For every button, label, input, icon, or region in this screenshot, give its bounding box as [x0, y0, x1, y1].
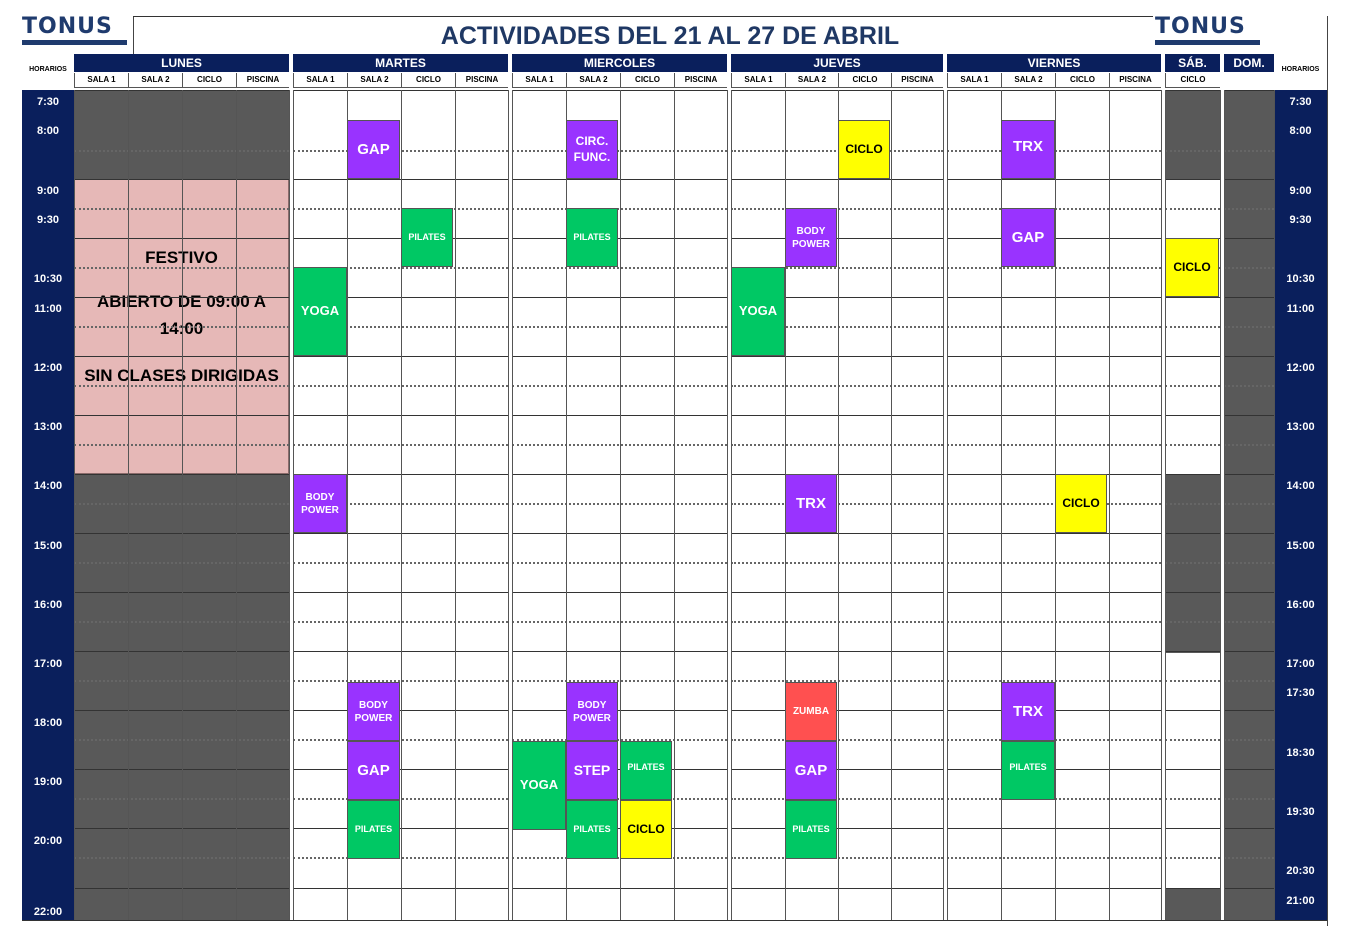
grid-line: [731, 474, 943, 475]
day-header-martes: MARTES: [293, 54, 508, 72]
grid-line: [1224, 533, 1274, 534]
grid-line: [1224, 297, 1274, 298]
time-label: 18:00: [33, 717, 63, 729]
grid-line: [1224, 592, 1274, 593]
time-label: 7:30: [1289, 96, 1312, 108]
grid-dotted-line: [1224, 444, 1274, 446]
time-label: 20:30: [1286, 865, 1315, 877]
grid-line: [731, 888, 943, 889]
grid-dotted-line: [1224, 857, 1274, 859]
grid-line: [947, 651, 1161, 652]
grid-dotted-line: [731, 798, 943, 800]
class-block[interactable]: BODY POWER: [347, 682, 400, 741]
grid-dotted-line: [731, 739, 943, 741]
festivo-note: SIN CLASES DIRIGIDAS: [84, 366, 279, 385]
time-label: 12:00: [33, 362, 63, 374]
grid-dotted-line: [1165, 444, 1220, 446]
grid-column-line: [727, 90, 728, 920]
class-block[interactable]: BODY POWER: [293, 474, 347, 533]
room-header: CICLO: [1165, 73, 1220, 88]
time-label: 11:00: [1286, 303, 1315, 315]
grid-line: [731, 651, 943, 652]
grid-line: [947, 533, 1161, 534]
grid-dotted-line: [1224, 208, 1274, 210]
time-label: 17:30: [1286, 687, 1315, 699]
grid-line: [947, 179, 1161, 180]
grid-dotted-line: [947, 503, 1161, 505]
grid-line: [1165, 297, 1220, 298]
grid-line: [1165, 651, 1220, 652]
class-block[interactable]: YOGA: [731, 267, 785, 356]
class-block[interactable]: CICLO: [1055, 474, 1107, 533]
grid-dotted-line: [1165, 326, 1220, 328]
grid-line: [1224, 651, 1274, 652]
grid-line: [1224, 415, 1274, 416]
time-label: 16:00: [33, 599, 63, 611]
time-label: 13:00: [33, 421, 63, 433]
grid-line: [731, 415, 943, 416]
time-label: 22:00: [33, 906, 63, 918]
grid-dotted-line: [947, 444, 1161, 446]
grid-dotted-line: [731, 503, 943, 505]
room-header: CICLO: [182, 73, 236, 88]
grid-dotted-line: [1224, 267, 1274, 269]
grid-dotted-line: [1165, 562, 1220, 564]
room-header: SALA 1: [74, 73, 128, 88]
grid-dotted-line: [947, 267, 1161, 269]
grid-dotted-line: [1165, 208, 1220, 210]
grid-column-line: [74, 90, 75, 920]
grid-dotted-line: [1224, 798, 1274, 800]
room-header: PISCINA: [455, 73, 508, 88]
grid-line: [1224, 474, 1274, 475]
class-block[interactable]: GAP: [785, 741, 837, 800]
grid-column-line: [1109, 90, 1110, 920]
time-label: 21:00: [1286, 895, 1315, 907]
time-label: 11:00: [34, 303, 62, 315]
grid-line: [947, 828, 1161, 829]
grid-column-line: [1220, 90, 1221, 920]
grid-dotted-line: [1165, 503, 1220, 505]
time-label: 10:30: [1286, 273, 1315, 285]
logo-left: [22, 16, 132, 45]
class-block[interactable]: PILATES: [620, 741, 672, 800]
class-block[interactable]: GAP: [1001, 208, 1055, 267]
grid-line: [1165, 179, 1220, 180]
grid-column-line: [1165, 90, 1166, 920]
time-label: 15:00: [33, 540, 63, 552]
time-label: 16:00: [1286, 599, 1315, 611]
room-header: PISCINA: [674, 73, 727, 88]
grid-column-line: [731, 90, 732, 920]
room-header: CICLO: [838, 73, 891, 88]
grid-line: [1165, 769, 1220, 770]
room-header: SALA 2: [566, 73, 620, 88]
grid-line: [947, 297, 1161, 298]
grid-dotted-line: [947, 326, 1161, 328]
class-block[interactable]: TRX: [1001, 120, 1055, 179]
grid-dotted-line: [1224, 385, 1274, 387]
grid-dotted-line: [731, 562, 943, 564]
time-label: 14:00: [33, 480, 63, 492]
time-label: 13:00: [1286, 421, 1315, 433]
festivo-hours-line2: 14:00: [159, 319, 204, 338]
class-block[interactable]: PILATES: [1001, 741, 1055, 800]
time-label: 18:30: [1286, 747, 1315, 759]
grid-dotted-line: [731, 208, 943, 210]
festivo-title: FESTIVO: [145, 248, 218, 267]
class-block[interactable]: YOGA: [293, 267, 347, 356]
time-label: 7:30: [36, 96, 60, 108]
grid-dotted-line: [947, 562, 1161, 564]
grid-line: [731, 179, 943, 180]
grid-line: [947, 415, 1161, 416]
room-header: PISCINA: [1109, 73, 1161, 88]
time-label: 9:00: [1289, 185, 1312, 197]
time-label: 19:30: [1286, 806, 1315, 818]
grid-column-line: [1224, 90, 1225, 920]
grid-line: [1224, 828, 1274, 829]
grid-column-line: [182, 90, 183, 920]
time-label: 20:00: [33, 835, 63, 847]
grid-dotted-line: [947, 621, 1161, 623]
class-block[interactable]: CICLO: [838, 120, 890, 179]
grid-dotted-line: [731, 621, 943, 623]
grid-line: [731, 238, 943, 239]
day-header-domingo: DOM.: [1224, 54, 1274, 72]
time-label: 9:30: [1289, 214, 1312, 226]
time-label: 8:00: [36, 125, 60, 137]
grid-dotted-line: [731, 385, 943, 387]
grid-dotted-line: [1165, 385, 1220, 387]
grid-dotted-line: [1165, 857, 1220, 859]
grid-line: [731, 769, 943, 770]
room-header: SALA 1: [293, 73, 347, 88]
time-label: 14:00: [1286, 480, 1315, 492]
time-label: 9:00: [36, 185, 60, 197]
class-block[interactable]: PILATES: [566, 208, 618, 267]
grid-line: [1224, 710, 1274, 711]
grid-column-line: [674, 90, 675, 920]
grid-line: [947, 356, 1161, 357]
grid-line: [1224, 888, 1274, 889]
time-label: 19:00: [33, 776, 63, 788]
grid-column-line: [1161, 90, 1162, 920]
grid-line: [1165, 415, 1220, 416]
room-header: SALA 2: [1001, 73, 1055, 88]
logo-text: TONUS: [22, 14, 113, 39]
time-label: 17:00: [1286, 658, 1315, 670]
grid-line: [731, 592, 943, 593]
grid-line: [947, 592, 1161, 593]
grid-dotted-line: [1224, 621, 1274, 623]
grid-dotted-line: [731, 150, 943, 152]
day-header-lunes: LUNES: [74, 54, 289, 72]
grid-dotted-line: [1224, 680, 1274, 682]
frame-line: [133, 16, 134, 54]
grid-line: [731, 90, 943, 91]
time-label: 17:00: [33, 658, 63, 670]
grid-line: [731, 710, 943, 711]
grid-line: [1165, 90, 1220, 91]
grid-line: [1165, 474, 1220, 475]
class-block[interactable]: CICLO: [620, 800, 672, 859]
festivo-hours-line1: ABIERTO DE 09:00 A: [96, 292, 267, 311]
grid-dotted-line: [947, 857, 1161, 859]
grid-dotted-line: [1165, 621, 1220, 623]
room-header: SALA 2: [347, 73, 401, 88]
day-header-sabado: SÁB.: [1165, 54, 1220, 72]
class-block[interactable]: PILATES: [785, 800, 837, 859]
day-header-jueves: JUEVES: [731, 54, 943, 72]
class-block[interactable]: PILATES: [347, 800, 400, 859]
horarios-label-left: HORARIOS: [29, 66, 67, 73]
room-header: PISCINA: [236, 73, 289, 88]
grid-line: [1224, 356, 1274, 357]
grid-column-line: [838, 90, 839, 920]
class-block[interactable]: PILATES: [401, 208, 453, 267]
frame-line: [1327, 16, 1328, 926]
grid-line: [731, 356, 943, 357]
grid-column-line: [289, 90, 290, 920]
time-label: 9:30: [36, 214, 60, 226]
grid-column-line: [128, 90, 129, 920]
grid-column-line: [236, 90, 237, 920]
grid-column-line: [943, 90, 944, 920]
class-block[interactable]: TRX: [785, 474, 837, 533]
room-header: SALA 2: [128, 73, 182, 88]
grid-line: [1165, 356, 1220, 357]
grid-line: [1165, 592, 1220, 593]
grid-dotted-line: [1224, 150, 1274, 152]
room-header: SALA 1: [512, 73, 566, 88]
class-block[interactable]: GAP: [347, 741, 400, 800]
grid-line: [1165, 533, 1220, 534]
grid-line: [1165, 888, 1220, 889]
class-block[interactable]: CICLO: [1165, 238, 1219, 297]
grid-column-line: [508, 90, 509, 920]
day-header-viernes: VIERNES: [947, 54, 1161, 72]
time-label: 12:00: [1286, 362, 1315, 374]
logo-right: [1155, 16, 1265, 45]
class-block[interactable]: YOGA: [512, 741, 566, 830]
grid-line: [1165, 710, 1220, 711]
room-header: CICLO: [620, 73, 674, 88]
class-block[interactable]: GAP: [347, 120, 400, 179]
grid-line: [1224, 90, 1274, 91]
grid-dotted-line: [1224, 326, 1274, 328]
grid-line: [731, 533, 943, 534]
class-block[interactable]: CIRC. FUNC.: [566, 120, 618, 179]
room-header: SALA 1: [947, 73, 1001, 88]
grid-dotted-line: [1165, 680, 1220, 682]
grid-line: [947, 474, 1161, 475]
frame-line: [133, 16, 1153, 17]
logo-underline: [22, 40, 127, 45]
grid-column-line: [891, 90, 892, 920]
grid-dotted-line: [947, 385, 1161, 387]
closed-block-sabado-night: [1165, 888, 1220, 920]
grid-bottom-line: [22, 920, 1327, 921]
closed-block-sabado-morning: [1165, 90, 1220, 179]
room-header: CICLO: [1055, 73, 1109, 88]
class-block[interactable]: TRX: [1001, 682, 1055, 741]
grid-line: [947, 90, 1161, 91]
grid-dotted-line: [1224, 739, 1274, 741]
room-header: PISCINA: [891, 73, 943, 88]
class-block[interactable]: BODY POWER: [566, 682, 618, 741]
grid-dotted-line: [1224, 562, 1274, 564]
grid-line: [1165, 828, 1220, 829]
room-header: SALA 2: [785, 73, 838, 88]
time-label: 10:30: [33, 273, 63, 285]
class-block[interactable]: BODY POWER: [785, 208, 837, 267]
grid-line: [1224, 179, 1274, 180]
horarios-label-right: HORARIOS: [1281, 66, 1320, 73]
grid-dotted-line: [731, 680, 943, 682]
logo-underline: [1155, 40, 1260, 45]
grid-dotted-line: [1165, 739, 1220, 741]
grid-column-line: [947, 90, 948, 920]
grid-line: [1224, 769, 1274, 770]
grid-dotted-line: [731, 857, 943, 859]
logo-text: TONUS: [1155, 14, 1246, 39]
room-header: CICLO: [401, 73, 455, 88]
grid-dotted-line: [731, 444, 943, 446]
class-block[interactable]: STEP: [566, 741, 618, 800]
class-block[interactable]: PILATES: [566, 800, 618, 859]
grid-column-line: [455, 90, 456, 920]
page-title: ACTIVIDADES DEL 21 AL 27 DE ABRIL: [440, 22, 900, 50]
grid-dotted-line: [1165, 798, 1220, 800]
class-block[interactable]: ZUMBA: [785, 682, 837, 741]
day-header-miercoles: MIERCOLES: [512, 54, 727, 72]
room-header: SALA 1: [731, 73, 785, 88]
grid-dotted-line: [1165, 150, 1220, 152]
grid-line: [1224, 238, 1274, 239]
grid-dotted-line: [1224, 503, 1274, 505]
time-label: 8:00: [1289, 125, 1312, 137]
grid-line: [947, 888, 1161, 889]
closed-block-domingo: [1224, 90, 1274, 920]
time-label: 15:00: [1286, 540, 1315, 552]
grid-line: [731, 828, 943, 829]
